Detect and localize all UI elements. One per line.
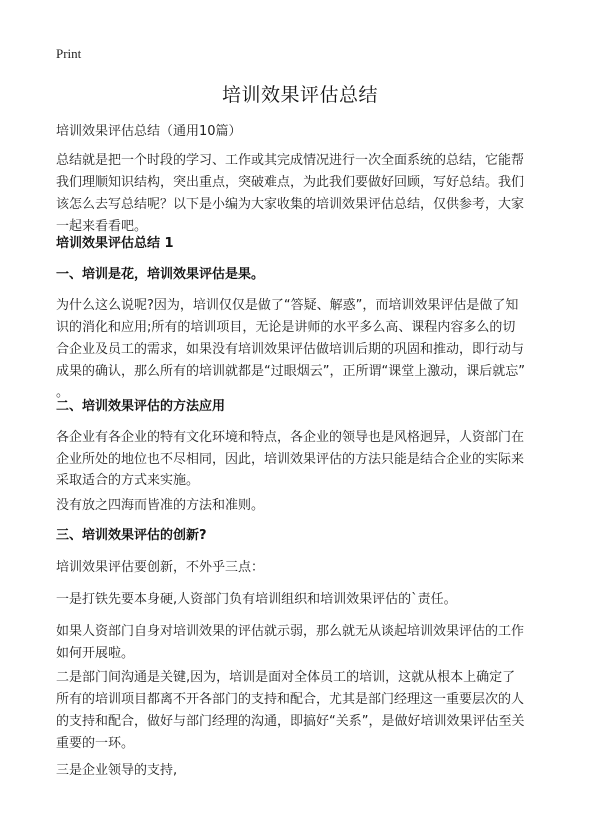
intro-line: 我们理顺知识结构，突出重点，突破难点，为此我们要做好回顾，写好总结。我们	[56, 175, 525, 190]
paragraph-line: 所有的培训项目都离不开各部门的支持和配合，尤其是部门经理这一重要层次的人	[56, 692, 525, 707]
heading-two: 二、培训效果评估的方法应用	[56, 399, 226, 414]
paragraph-line: 企业所处的地位也不尽相同，因此，培训效果评估的方法只能是结合企业的实际来	[56, 452, 525, 467]
paragraph-line: 各企业有各企业的特有文化环境和特点，各企业的领导也是风格迥异，人资部门在	[56, 430, 525, 445]
paragraph-line: 如何开展啦。	[56, 646, 135, 661]
page-title: 培训效果评估总结	[221, 84, 378, 106]
paragraph-line: 的支持和配合，做好与部门经理的沟通，即搞好“关系”，是做好培训效果评估至关	[56, 714, 525, 729]
intro-line: 总结就是把一个时段的学习、工作或其完成情况进行一次全面系统的总结，它能帮	[56, 153, 525, 168]
paragraph-line: 培训效果评估要创新，不外乎三点：	[56, 560, 265, 575]
paragraph-line: 识的消化和应用;所有的培训项目，无论是讲师的水平多么高、课程内容多么的切	[56, 320, 516, 335]
section-title: 培训效果评估总结 1	[56, 236, 174, 251]
print-label: Print	[56, 46, 82, 61]
heading-three: 三、培训效果评估的创新?	[56, 528, 207, 543]
paragraph-line: 合企业及员工的需求，如果没有培训效果评估做培训后期的巩固和推动，即行动与	[56, 342, 525, 357]
paragraph-line: 三是企业领导的支持,	[56, 763, 178, 778]
heading-one: 一、培训是花，培训效果评估是果。	[56, 267, 265, 282]
paragraph-line: 如果人资部门自身对培训效果的评估就示弱，那么就无从谈起培训效果评估的工作	[56, 624, 525, 639]
paragraph-line: 没有放之四海而皆准的方法和准则。	[56, 498, 265, 513]
paragraph-line: 成果的确认，那么所有的培训就都是“过眼烟云”，正所谓“课堂上激动，课后就忘”	[56, 364, 525, 379]
intro-line: 一起来看看吧。	[56, 219, 148, 234]
paragraph-line: 一是打铁先要本身硬,人资部门负有培训组织和培训效果评估的`责任。	[56, 592, 457, 607]
paragraph-line: 为什么这么说呢?因为，培训仅仅是做了“答疑、解惑”，而培训效果评估是做了知	[56, 298, 519, 313]
paragraph-line: 重要的一环。	[56, 736, 135, 751]
paragraph-line: 。	[56, 385, 70, 400]
intro-line: 该怎么去写总结呢？以下是小编为大家收集的培训效果评估总结，仅供参考，大家	[56, 197, 525, 212]
paragraph-line: 二是部门间沟通是关键,因为，培训是面对全体员工的培训，这就从根本上确定了	[56, 670, 516, 685]
paragraph-line: 采取适合的方式来实施。	[56, 473, 200, 488]
document-subtitle: 培训效果评估总结（通用10篇）	[56, 124, 242, 139]
